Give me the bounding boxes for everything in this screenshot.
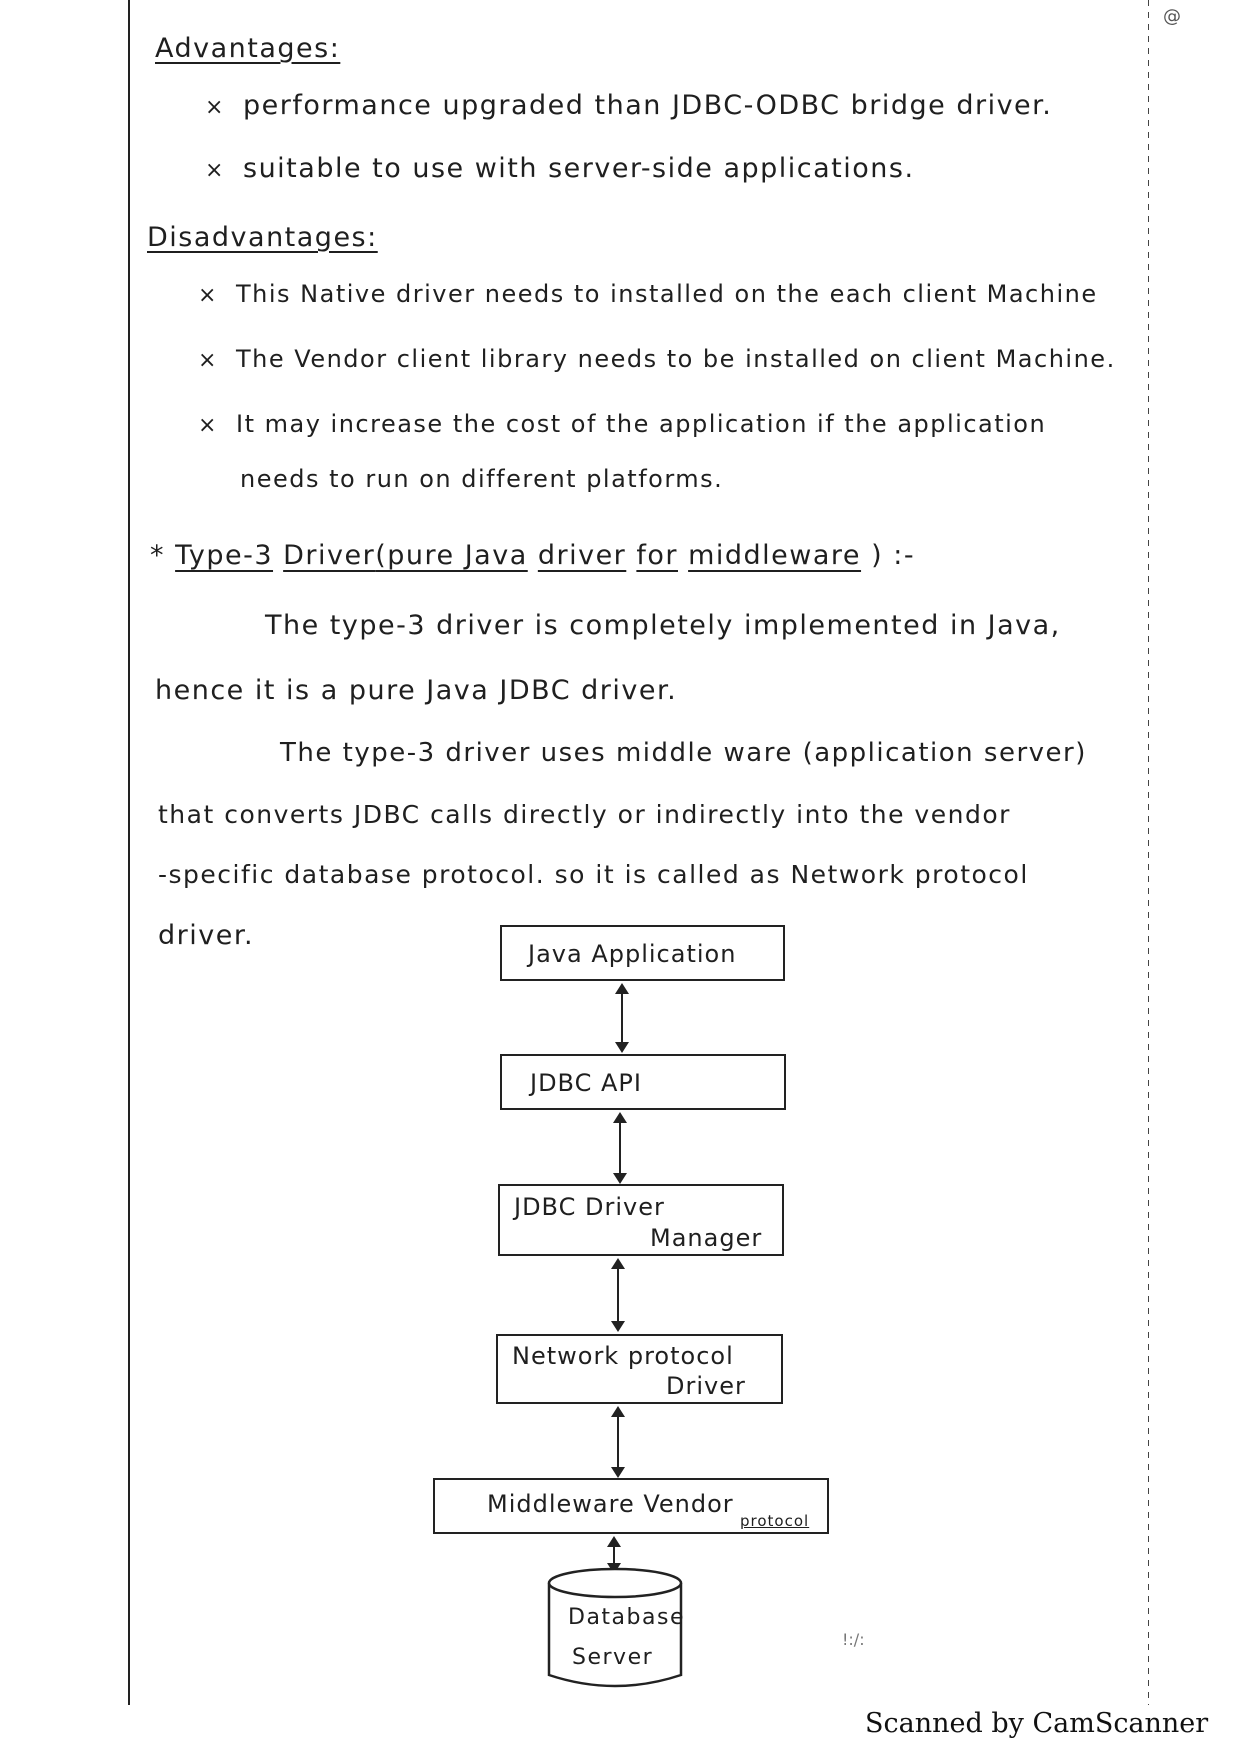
bullet-icon: × (198, 413, 218, 438)
double-arrow-icon (621, 985, 623, 1051)
advantage-item-2: × suitable to use with server-side applications. (205, 153, 915, 184)
star-icon: * (150, 540, 165, 571)
jdbc-api-box: JDBC API (500, 1054, 786, 1110)
jdbc-driver-manager-box: JDBC Driver Manager (498, 1184, 784, 1256)
disadvantages-heading: Disadvantages: (147, 222, 378, 253)
bullet-icon: × (205, 95, 225, 120)
database-cylinder-icon (545, 1565, 685, 1695)
java-application-box: Java Application (500, 925, 785, 981)
type3-para2-line4: driver. (158, 920, 255, 951)
type3-para2-line2: that converts JDBC calls directly or indirectly into the vendor (158, 800, 1011, 829)
type3-para2-line3: -specific database protocol. so it is called as Network protocol (158, 860, 1029, 889)
type3-para1-line1: The type-3 driver is completely implemented in Java, (265, 610, 1061, 641)
right-margin-line (1148, 0, 1149, 1705)
disadvantage-continuation: needs to run on different platforms. (240, 465, 724, 493)
network-protocol-driver-box: Network protocol Driver (496, 1334, 783, 1404)
type3-para1-line2: hence it is a pure Java JDBC driver. (155, 675, 678, 706)
middleware-vendor-box: Middleware Vendor protocol (433, 1478, 829, 1534)
bullet-icon: × (205, 158, 225, 183)
database-label-2: Server (572, 1645, 654, 1670)
type3-para2-line1: The type-3 driver uses middle ware (application server) (280, 738, 1087, 768)
page-mark: !:/: (842, 1630, 865, 1649)
double-arrow-icon (617, 1260, 619, 1330)
double-arrow-icon (619, 1114, 621, 1182)
advantage-item-1: × performance upgraded than JDBC-ODBC bridge driver. (205, 90, 1053, 121)
double-arrow-icon (617, 1408, 619, 1476)
scanner-watermark: Scanned by CamScanner (865, 1708, 1209, 1739)
advantages-heading: Advantages: (155, 33, 341, 64)
left-margin-line (128, 0, 130, 1705)
type3-heading: * Type-3 Driver(pure Java driver for middleware ) :- (150, 540, 916, 571)
disadvantage-item-1: × This Native driver needs to installed on the each client Machine (198, 280, 1098, 308)
bullet-icon: × (198, 348, 218, 373)
bullet-icon: × (198, 283, 218, 308)
disadvantage-item-2: × The Vendor client library needs to be installed on client Machine. (198, 345, 1116, 373)
corner-mark: @ (1163, 6, 1181, 27)
database-label-1: Database (568, 1605, 685, 1630)
disadvantage-item-3: × It may increase the cost of the application if the application (198, 410, 1047, 438)
